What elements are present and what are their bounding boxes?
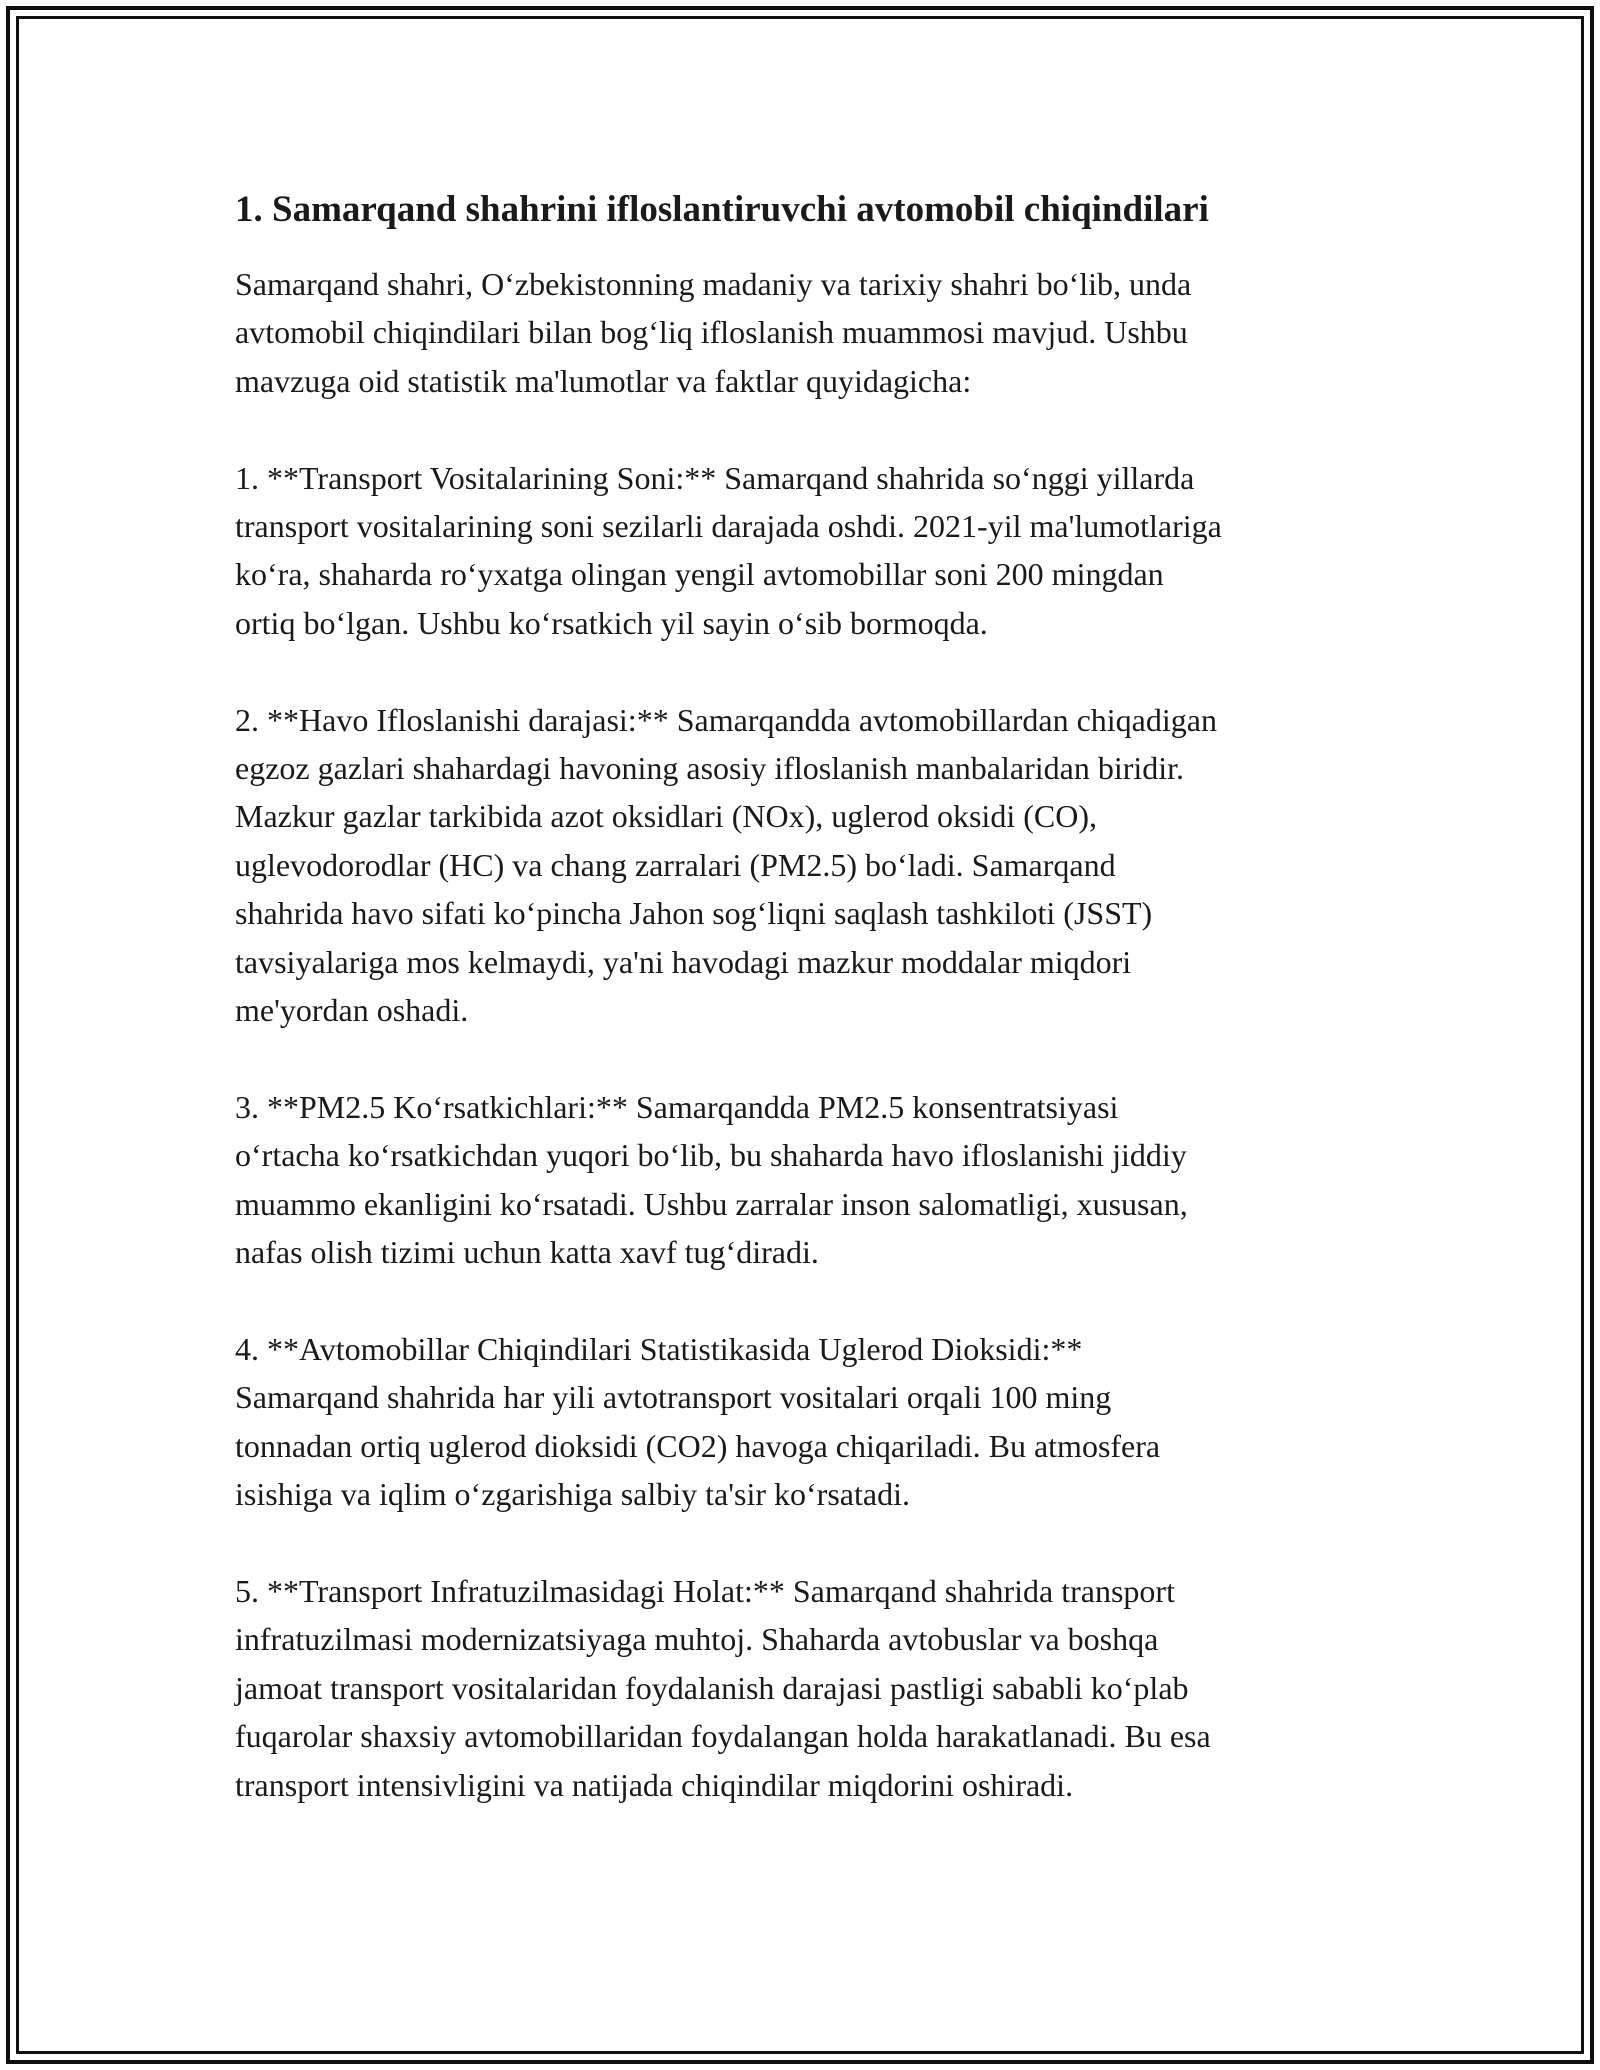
list-item-pm25	[235, 1083, 1375, 1277]
paragraph-line: egzoz gazlari shahardagi havoning asosiy ifloslanish manbalaridan biridir.	[235, 750, 1185, 787]
paragraph-line: 3. **PM2.5 Ko‘rsatkichlari:** Samarqandda PM2.5 konsentratsiyasi	[235, 1088, 1119, 1125]
paragraph-line: ko‘ra, shaharda ro‘yxatga olingan yengil avtomobillar soni 200 mingdan	[235, 556, 1164, 593]
paragraph-line: avtomobil chiqindilari bilan bog‘liq ifloslanish muammosi mavjud. Ushbu	[235, 314, 1188, 351]
paragraph-line: shahrida havo sifati ko‘pincha Jahon sog‘liqni saqlash tashkiloti (JSST)	[235, 895, 1153, 932]
paragraph-line: tonnadan ortiq uglerod dioksidi (CO2) havoga chiqariladi. Bu atmosfera	[235, 1427, 1161, 1464]
paragraph-line: transport intensivligini va natijada chiqindilar miqdorini oshiradi.	[235, 1766, 1074, 1803]
paragraph-line: 1. **Transport Vositalarining Soni:** Samarqand shahrida so‘nggi yillarda	[235, 459, 1195, 496]
paragraph-line: Samarqand shahri, O‘zbekistonning madaniy va tarixiy shahri bo‘lib, unda	[235, 266, 1192, 302]
paragraph-line: muammo ekanligini ko‘rsatadi. Ushbu zarralar inson salomatligi, xususan,	[235, 1185, 1188, 1222]
list-item-infrastructure	[235, 1567, 1375, 1809]
paragraph-line: Mazkur gazlar tarkibida azot oksidlari (NOx), uglerod oksidi (CO),	[235, 798, 1097, 835]
paragraph-line: transport vositalarining soni sezilarli darajada oshdi. 2021-yil ma'lumotlariga	[235, 508, 1222, 545]
paragraph-line: ortiq bo‘lgan. Ushbu ko‘rsatkich yil sayin o‘sib bormoqda.	[235, 604, 988, 641]
paragraph-line: me'yordan oshadi.	[235, 992, 469, 1029]
paragraph-line: o‘rtacha ko‘rsatkichdan yuqori bo‘lib, bu shaharda havo ifloslanishi jiddiy	[235, 1137, 1187, 1174]
paragraph-line: infratuzilmasi modernizatsiyaga muhtoj. Shaharda avtobuslar va boshqa	[235, 1621, 1159, 1658]
paragraph-line: fuqarolar shaxsiy avtomobillaridan foydalangan holda harakatlanadi. Bu esa	[235, 1718, 1211, 1755]
document-body	[235, 186, 1375, 1809]
paragraph-line: 5. **Transport Infratuzilmasidagi Holat:** Samarqand shahrida transport	[235, 1572, 1175, 1609]
document-title: 1. Samarqand shahrini ifloslantiruvchi avtomobil chiqindilari	[235, 189, 1209, 230]
paragraph-line: Samarqand shahrida har yili avtotransport vositalari orqali 100 ming	[235, 1379, 1112, 1416]
paragraph-line: uglevodorodlar (HC) va chang zarralari (PM2.5) bo‘ladi. Samarqand	[235, 846, 1116, 883]
intro-paragraph	[235, 260, 1375, 405]
paragraph-line: nafas olish tizimi uchun katta xavf tug‘diradi.	[235, 1234, 819, 1271]
list-item-transport-count	[235, 454, 1375, 648]
paragraph-line: jamoat transport vositalaridan foydalanish darajasi pastligi sababli ko‘plab	[235, 1669, 1189, 1706]
list-item-co2	[235, 1325, 1375, 1519]
list-item-air-pollution	[235, 696, 1375, 1035]
paragraph-line: 4. **Avtomobillar Chiqindilari Statistikasida Uglerod Dioksidi:**	[235, 1330, 1083, 1367]
paragraph-line: mavzuga oid statistik ma'lumotlar va faktlar quyidagicha:	[235, 362, 972, 399]
paragraph-line: isishiga va iqlim o‘zgarishiga salbiy ta'sir ko‘rsatadi.	[235, 1476, 910, 1513]
paragraph-line: tavsiyalariga mos kelmaydi, ya'ni havodagi mazkur moddalar miqdori	[235, 943, 1132, 980]
paragraph-line: 2. **Havo Ifloslanishi darajasi:** Samarqandda avtomobillardan chiqadigan	[235, 701, 1217, 738]
